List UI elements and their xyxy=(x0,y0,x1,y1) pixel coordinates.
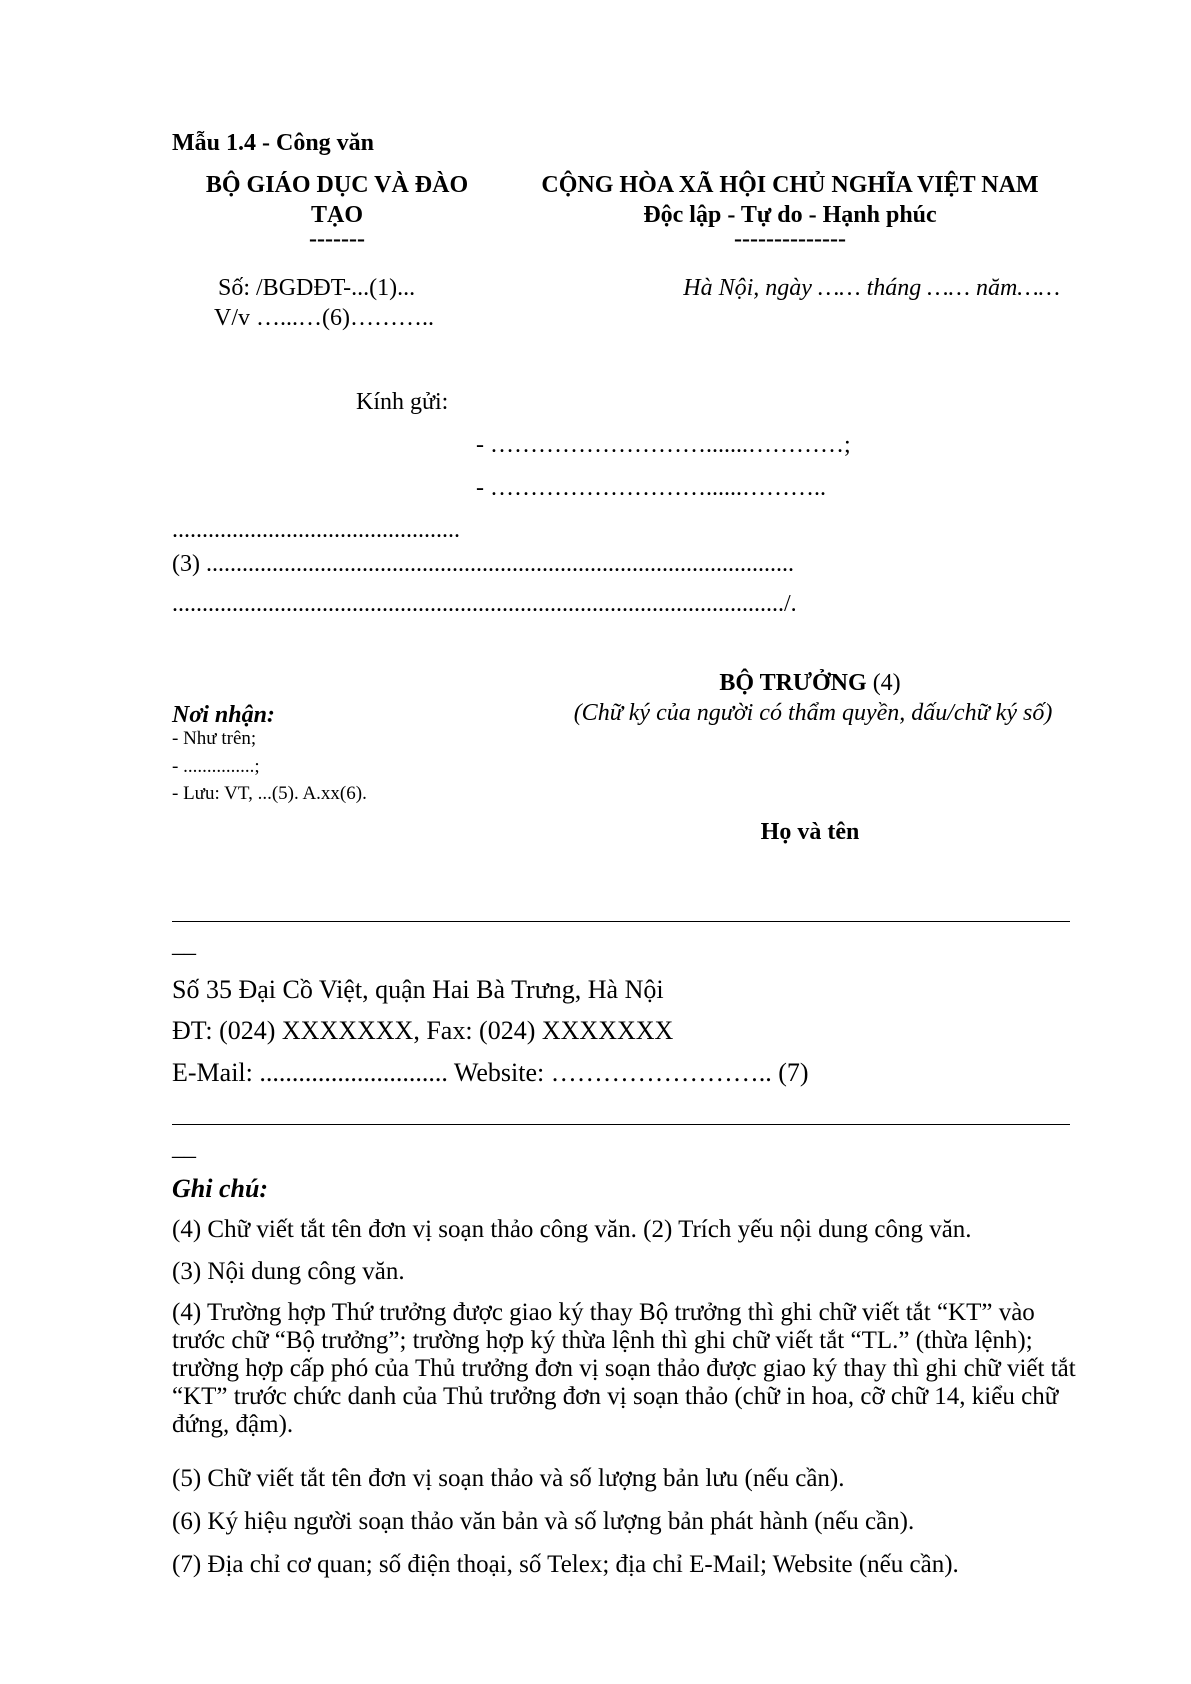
agency-divider: ------- xyxy=(309,226,365,252)
nation-title: CỘNG HÒA XÃ HỘI CHỦ NGHĨA VIỆT NAM xyxy=(541,172,1039,198)
signer-name: Họ và tên xyxy=(760,819,860,845)
note-item: (7) Địa chỉ cơ quan; số điện thoại, số Telex; địa chỉ E-Mail; Website (nếu cần). xyxy=(172,1551,959,1578)
note-item: (4) Trường hợp Thứ trưởng được giao ký thay Bộ trưởng thì ghi chữ viết tắt “KT” vào trước chữ “Bộ trưởng”; trường hợp ký thừa lệnh thì ghi chữ viết tắt “TL.” (thừa lệnh); trường hợp cấp phó của Thủ trưởng đơn vị soạn thảo được giao ký thay thì ghi chữ viết tắt “KT” trước chức danh của Thủ trưởng đơn vị soạn thảo (chữ in hoa, cỡ chữ 14, kiểu chữ đứng, đậm). xyxy=(172,1299,1076,1438)
note-item: (6) Ký hiệu người soạn thảo văn bản và số lượng bản phát hành (nếu cần). xyxy=(172,1508,915,1535)
distribution-label: Nơi nhận: xyxy=(172,702,275,728)
signer-title-block xyxy=(560,668,1060,698)
nation-motto: Độc lập - Tự do - Hạnh phúc xyxy=(643,202,937,228)
document-subject: V/v …...…(6)……….. xyxy=(214,305,434,331)
notes-label: Ghi chú: xyxy=(172,1174,269,1203)
signer-title: BỘ TRƯỞNG xyxy=(719,670,867,696)
place-date: Hà Nội, ngày …… tháng …… năm…… xyxy=(683,275,1060,301)
footer-rule-tail: __ xyxy=(172,1135,196,1161)
body-line: (3) .................................................................................................. xyxy=(172,551,794,577)
recipient-line: - ………………………......……….. xyxy=(476,475,826,501)
note-item: (5) Chữ viết tắt tên đơn vị soạn thảo và số lượng bản lưu (nếu cần). xyxy=(172,1465,845,1492)
distribution-item: - Như trên; xyxy=(172,728,257,749)
agency-name-line2: TẠO xyxy=(310,202,363,228)
footer-rule-top xyxy=(172,921,1070,922)
salutation: Kính gửi: xyxy=(356,389,449,415)
footer-rule-tail: __ xyxy=(172,932,196,958)
footer-address: Số 35 Đại Cồ Việt, quận Hai Bà Trưng, Hà Nội xyxy=(172,975,664,1004)
body-line: ....................................................................................................../. xyxy=(172,591,797,617)
footer-rule-bottom xyxy=(172,1124,1070,1125)
distribution-item: - ...............; xyxy=(172,756,260,777)
recipient-line: - ……………………….......…………; xyxy=(476,432,851,458)
body-line: ................................................ xyxy=(172,517,460,543)
footer-phone-fax: ĐT: (024) XXXXXXX, Fax: (024) XXXXXXX xyxy=(172,1016,674,1045)
nation-divider: -------------- xyxy=(734,226,846,252)
template-label: Mẫu 1.4 - Công văn xyxy=(172,130,375,156)
note-item: (3) Nội dung công văn. xyxy=(172,1258,405,1285)
footer-email-website: E-Mail: ............................. Website: …………………….. (7) xyxy=(172,1058,809,1087)
signer-title-note: (4) xyxy=(866,670,901,696)
distribution-item: - Lưu: VT, ...(5). A.xx(6). xyxy=(172,783,367,804)
note-item: (4) Chữ viết tắt tên đơn vị soạn thảo công văn. (2) Trích yếu nội dung công văn. xyxy=(172,1216,972,1243)
signature-instruction: (Chữ ký của người có thẩm quyền, dấu/chữ ký số) xyxy=(573,700,1053,726)
agency-name-line1: BỘ GIÁO DỤC VÀ ĐÀO xyxy=(205,172,469,198)
document-number: Số: /BGDĐT-...(1)... xyxy=(218,275,416,301)
